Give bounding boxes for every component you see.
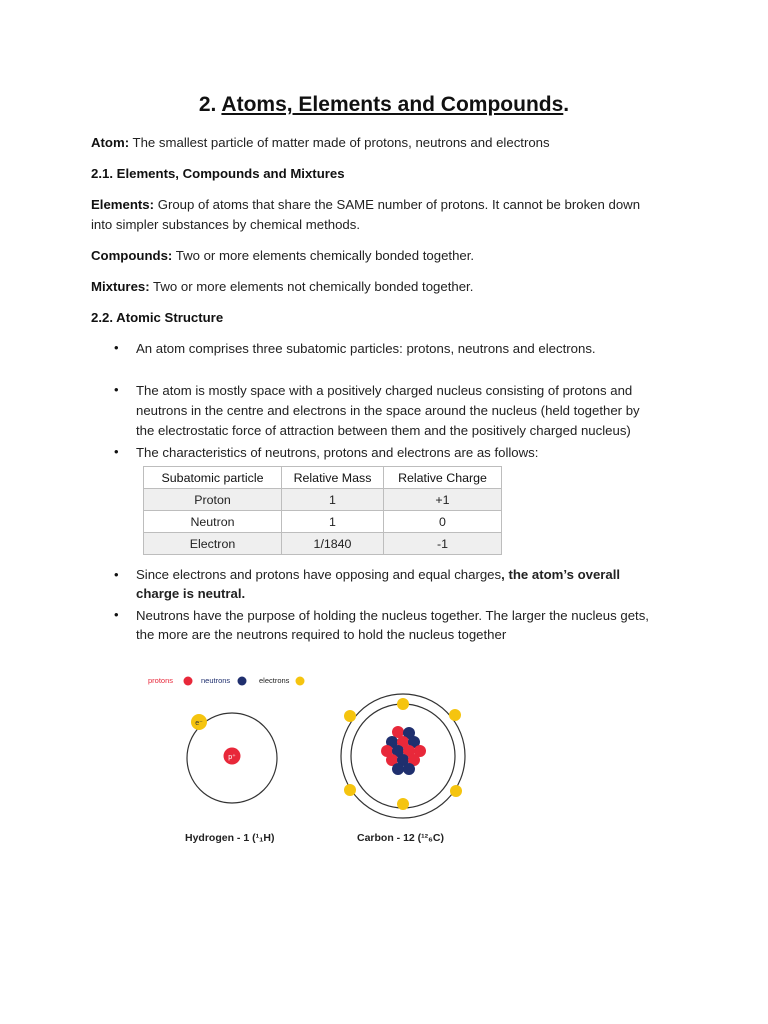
- hydrogen-caption: Hydrogen - 1 (¹₁H): [185, 832, 275, 844]
- title-text: Atoms, Elements and Compounds: [221, 93, 564, 116]
- atom-diagram: [130, 660, 490, 860]
- compounds-definition: [91, 246, 474, 266]
- table-cell: 1/1840: [282, 533, 384, 555]
- table-cell: 0: [384, 511, 502, 533]
- bullet-text: the more are the neutrons required to hold the nucleus together: [136, 627, 507, 642]
- electron-icon: [344, 710, 356, 722]
- bullet-text-bold: , the atom’s overall: [501, 567, 621, 582]
- electron-icon: [449, 709, 461, 721]
- hydrogen-atom: [187, 713, 277, 803]
- table-cell: Proton: [144, 489, 282, 511]
- compounds-text: Two or more elements chemically bonded together.: [172, 248, 475, 263]
- title-suffix: .: [563, 93, 570, 116]
- bullet-icon: •: [114, 607, 119, 622]
- bullet-text: [136, 565, 620, 586]
- elements-label: Elements:: [91, 197, 155, 212]
- section-heading-atomic-structure: 2.2. Atomic Structure: [91, 310, 224, 325]
- bullet-text: The characteristics of neutrons, protons and electrons are as follows:: [136, 445, 539, 460]
- diagram-legend: [148, 676, 305, 686]
- bullet-icon: •: [114, 567, 119, 582]
- carbon-atom: [341, 694, 465, 818]
- bullet-text: Neutrons have the purpose of holding the nucleus together. The larger the nucleus gets,: [136, 608, 649, 623]
- title-number: 2.: [198, 93, 222, 116]
- carbon-nucleus: [381, 726, 426, 775]
- table-cell: 1: [282, 511, 384, 533]
- table-row: [144, 511, 502, 533]
- table-header: Relative Charge: [384, 467, 502, 489]
- carbon-caption: Carbon - 12 (¹²₆C): [357, 832, 445, 844]
- mixtures-text: Two or more elements not chemically bonded together.: [149, 279, 474, 294]
- electron-icon: [397, 698, 409, 710]
- table-header: Subatomic particle: [144, 467, 282, 489]
- atom-text: The smallest particle of matter made of protons, neutrons and electrons: [129, 135, 550, 150]
- atom-label: Atom:: [91, 135, 130, 150]
- table-cell: -1: [384, 533, 502, 555]
- electron-icon: [344, 784, 356, 796]
- subatomic-particle-table: [143, 466, 502, 555]
- bullet-text: The atom is mostly space with a positively charged nucleus consisting of protons and: [136, 383, 633, 398]
- mixtures-definition: [91, 277, 473, 297]
- electron-symbol: e⁻: [195, 720, 203, 727]
- bullet-text-bold: charge is neutral.: [136, 586, 246, 601]
- bullet-icon: •: [114, 444, 119, 459]
- table-row: [144, 533, 502, 555]
- elements-definition-line1: [91, 195, 640, 215]
- legend-electrons-label: electrons: [259, 676, 290, 685]
- table-header: Relative Mass: [282, 467, 384, 489]
- bullet-icon: •: [114, 340, 119, 355]
- bullet-text: [136, 584, 245, 605]
- neutron-icon: [403, 763, 415, 775]
- neutron-icon: [238, 677, 247, 686]
- table-cell: Electron: [144, 533, 282, 555]
- electron-icon: [450, 785, 462, 797]
- bullet-text-plain: Since electrons and protons have opposing and equal charges: [136, 567, 502, 582]
- mixtures-label: Mixtures:: [91, 279, 150, 294]
- proton-icon: [184, 677, 193, 686]
- elements-text-line1: Group of atoms that share the SAME number of protons. It cannot be broken down: [154, 197, 641, 212]
- atom-definition: [91, 133, 550, 153]
- table-header-row: [144, 467, 502, 489]
- page-title: [0, 93, 768, 117]
- neutron-icon: [392, 763, 404, 775]
- bullet-text: neutrons in the centre and electrons in the space around the nucleus (held together by: [136, 403, 640, 418]
- bullet-icon: •: [114, 382, 119, 397]
- table-cell: 1: [282, 489, 384, 511]
- legend-neutrons-label: neutrons: [201, 676, 231, 685]
- table-cell: Neutron: [144, 511, 282, 533]
- compounds-label: Compounds:: [91, 248, 173, 263]
- table-row: [144, 489, 502, 511]
- section-heading-elements-compounds-mixtures: 2.1. Elements, Compounds and Mixtures: [91, 166, 345, 181]
- proton-symbol: p⁺: [228, 754, 236, 761]
- table-cell: +1: [384, 489, 502, 511]
- electron-icon: [397, 798, 409, 810]
- electron-icon: [296, 677, 305, 686]
- legend-protons-label: protons: [148, 676, 174, 685]
- elements-definition-line2: into simpler substances by chemical methods.: [91, 217, 360, 232]
- bullet-text: the electrostatic force of attraction between them and the positively charged nucleus): [136, 423, 631, 438]
- bullet-text: An atom comprises three subatomic particles: protons, neutrons and electrons.: [136, 341, 596, 356]
